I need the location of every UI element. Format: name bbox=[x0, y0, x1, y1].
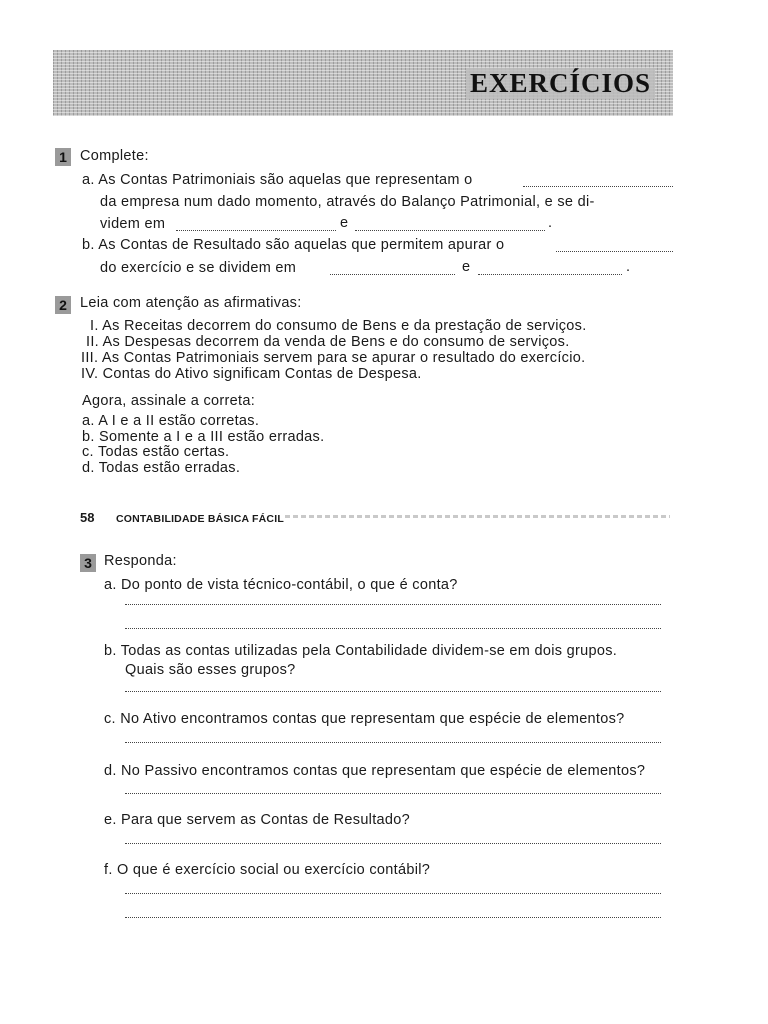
q2-statement: I. As Receitas decorrem do consumo de Bens e da prestação de serviços. bbox=[90, 318, 587, 334]
answer-line bbox=[125, 893, 661, 894]
q1-b-line2-pre: do exercício e se dividem em bbox=[100, 260, 297, 276]
q1-a-line3-end: . bbox=[548, 215, 553, 231]
q1-a-line3-mid: e bbox=[340, 215, 349, 231]
q2-statement: II. As Despesas decorrem da venda de Bens e do consumo de serviços. bbox=[86, 334, 570, 350]
q1-b-blank-3 bbox=[478, 274, 622, 275]
q1-b-line1: b. As Contas de Resultado são aquelas que permitem apurar o bbox=[82, 237, 505, 253]
answer-line bbox=[125, 843, 661, 844]
q3-e-question: e. Para que servem as Contas de Resultado? bbox=[104, 812, 410, 828]
q2-prompt: Agora, assinale a correta: bbox=[82, 393, 256, 409]
q3-a-question: a. Do ponto de vista técnico-contábil, o que é conta? bbox=[104, 577, 458, 593]
q2-option: c. Todas estão certas. bbox=[82, 444, 230, 460]
header-banner bbox=[53, 50, 673, 116]
q1-a-line1: a. As Contas Patrimoniais são aquelas que representam o bbox=[82, 172, 473, 188]
q1-a-blank-2 bbox=[176, 230, 336, 231]
q1-b-line2-end: . bbox=[626, 259, 631, 275]
q1-a-line2: da empresa num dado momento, através do Balanço Patrimonial, e se di- bbox=[100, 194, 595, 210]
q2-option: a. A I e a II estão corretas. bbox=[82, 413, 260, 429]
q2-option: b. Somente a I e a III estão erradas. bbox=[82, 429, 325, 445]
q3-f-question: f. O que é exercício social ou exercício contábil? bbox=[104, 862, 431, 878]
q2-option: d. Todas estão erradas. bbox=[82, 460, 241, 476]
q2-statement: III. As Contas Patrimoniais servem para se apurar o resultado do exercício. bbox=[81, 350, 586, 366]
answer-line bbox=[125, 742, 661, 743]
q3-c-question: c. No Ativo encontramos contas que representam que espécie de elementos? bbox=[104, 711, 625, 727]
q2-statement: IV. Contas do Ativo significam Contas de Despesa. bbox=[81, 366, 422, 382]
question-1-heading: Complete: bbox=[80, 148, 149, 164]
question-2-number: 2 bbox=[55, 296, 71, 314]
question-3-heading: Responda: bbox=[104, 553, 177, 569]
question-3-number: 3 bbox=[80, 554, 96, 572]
q1-b-blank-2 bbox=[330, 274, 455, 275]
q1-a-blank-1 bbox=[523, 186, 673, 187]
q1-a-line3-pre: videm em bbox=[100, 216, 166, 232]
q1-b-line2-mid: e bbox=[462, 259, 471, 275]
page-title: EXERCÍCIOS bbox=[466, 68, 655, 99]
q3-b-question-line2: Quais são esses grupos? bbox=[125, 662, 296, 678]
answer-line bbox=[125, 917, 661, 918]
q1-b-blank-1 bbox=[556, 251, 673, 252]
page-number: 58 bbox=[80, 510, 95, 525]
question-2-heading: Leia com atenção as afirmativas: bbox=[80, 295, 302, 311]
question-1-number: 1 bbox=[55, 148, 71, 166]
answer-line bbox=[125, 628, 661, 629]
book-title: CONTABILIDADE BÁSICA FÁCIL bbox=[116, 513, 284, 525]
q3-d-question: d. No Passivo encontramos contas que representam que espécie de elementos? bbox=[104, 763, 646, 779]
q1-a-blank-3 bbox=[355, 230, 545, 231]
answer-line bbox=[125, 793, 661, 794]
answer-line bbox=[125, 691, 661, 692]
answer-line bbox=[125, 604, 661, 605]
footer-rule bbox=[285, 515, 670, 518]
q3-b-question-line1: b. Todas as contas utilizadas pela Contabilidade dividem-se em dois grupos. bbox=[104, 643, 618, 659]
